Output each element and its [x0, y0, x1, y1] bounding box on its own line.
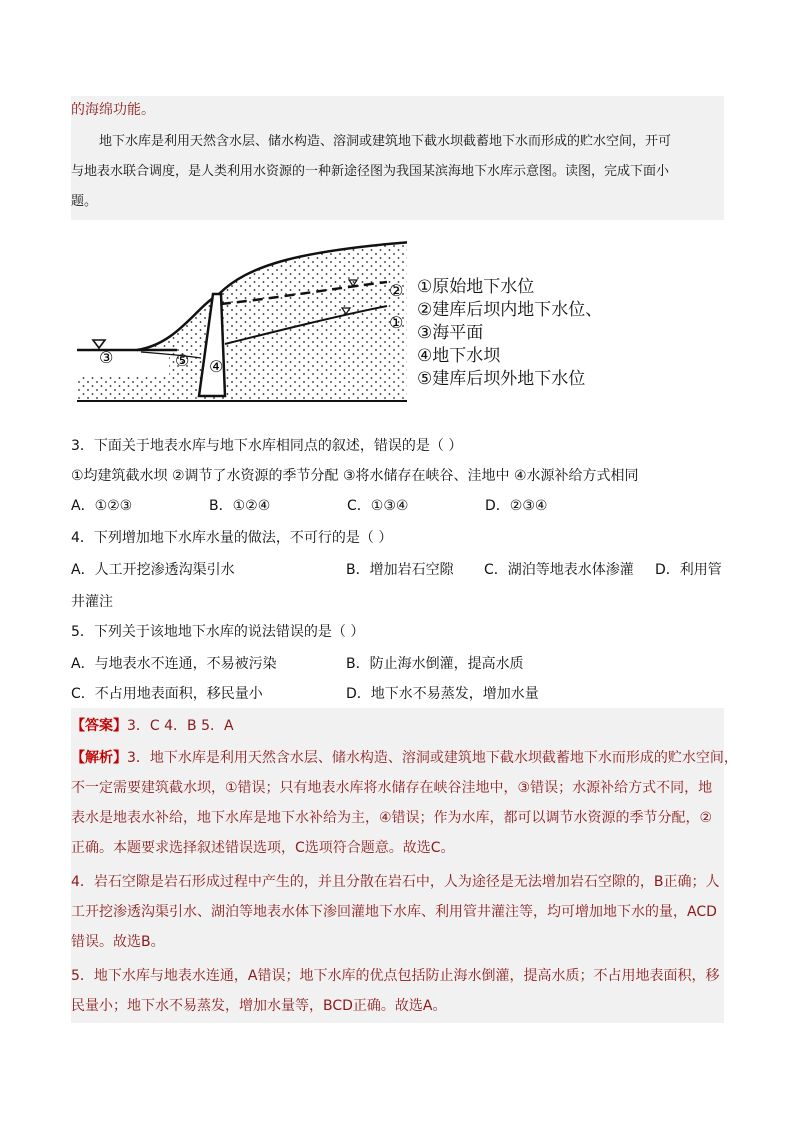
question-4-option-c: C．湖泊等地表水体渗灌	[484, 562, 634, 578]
analysis-line-1: 【解析】3．地下水库是利用天然含水层、储水构造、溶洞或建筑地下截水坝截蓄地下水而形成的贮水空间，	[71, 750, 738, 766]
water-level-triangle-icon	[93, 340, 105, 348]
question-4-stem: 4．下列增加地下水库水量的做法，不可行的是（ ）	[71, 530, 393, 546]
legend-item-2: ②建库后坝内地下水位、	[417, 300, 603, 320]
question-5-option-b: B．防止海水倒灌，提高水质	[346, 656, 524, 672]
question-3-statements: ①均建筑截水坝 ②调节了水资源的季节分配 ③将水储存在峡谷、洼地中 ④水源补给方式相同	[71, 468, 639, 484]
question-4-option-a: A．人工开挖渗透沟渠引水	[71, 562, 235, 578]
marker-3: ③	[99, 348, 114, 367]
question-3-option-d: D．②③④	[485, 498, 548, 514]
intro-line-1: 的海绵功能。	[71, 102, 155, 118]
intro-line-2: 地下水库是利用天然含水层、储水构造、溶洞或建筑地下截水坝截蓄地下水而形成的贮水空间，开可	[99, 134, 672, 149]
legend-item-1: ①原始地下水位	[417, 277, 535, 297]
legend-item-3: ③海平面	[417, 323, 484, 343]
intro-block	[71, 96, 724, 220]
question-3-option-a: A．①②③	[71, 498, 133, 514]
question-4-option-b: B．增加岩石空隙	[346, 562, 454, 578]
question-5-option-c: C．不占用地表面积，移民量小	[71, 686, 263, 702]
question-5-option-a: A．与地表水不连通，不易被污染	[71, 656, 277, 672]
legend-item-5: ⑤建库后坝外地下水位	[417, 369, 586, 389]
analysis-line-8: 5．地下水库与地表水连通，A错误；地下水库的优点包括防止海水倒灌，提高水质；不占用地表面积，移	[71, 968, 720, 984]
answer-label: 【答案】	[71, 718, 127, 734]
question-4-option-d-continuation: 井灌注	[71, 594, 113, 610]
marker-5: ⑤	[175, 351, 190, 370]
analysis-line-5: 4．岩石空隙是岩石形成过程中产生的，并且分散在岩石中，人为途径是无法增加岩石空隙的，B正确；人	[71, 874, 720, 890]
question-3-option-b: B．①②④	[209, 498, 271, 514]
question-5-stem: 5．下列关于该地地下水库的说法错误的是（ ）	[71, 624, 365, 640]
answer-text: 3．C 4．B 5．A	[127, 718, 234, 734]
analysis-line-6: 工开挖渗透沟渠引水、湖泊等地表水体下渗回灌地下水库、利用管井灌注等，均可增加地下水的量，ACD	[71, 904, 717, 920]
question-4-option-d: D．利用管	[655, 562, 722, 578]
answer-line	[71, 716, 234, 736]
question-3-option-c: C．①③④	[347, 498, 409, 514]
question-3-stem: 3．下面关于地表水库与地下水库相同点的叙述，错误的是（ ）	[71, 438, 463, 454]
question-5-option-d: D．地下水不易蒸发，增加水量	[346, 686, 539, 702]
marker-4: ④	[209, 357, 224, 376]
analysis-line-7: 错误。故选B。	[71, 934, 165, 950]
intro-line-4: 题。	[71, 194, 98, 209]
intro-line-3: 与地表水联合调度，是人类利用水资源的一种新途径图为我国某滨海地下水库示意图。读图，完成下面小	[71, 164, 670, 179]
marker-2: ②	[389, 281, 404, 300]
diagram-svg	[77, 236, 407, 408]
analysis-line-4: 正确。本题要求选择叙述错误选项，C选项符合题意。故选C。	[71, 840, 455, 856]
answer-analysis-block	[71, 708, 738, 1023]
marker-1: ①	[389, 313, 404, 332]
analysis-line-2: 不一定需要建筑截水坝，①错误；只有地表水库将水储存在峡谷洼地中，③错误；水源补给方式不同，地	[71, 780, 713, 796]
analysis-line-9: 民量小；地下水不易蒸发，增加水量等，BCD正确。故选A。	[71, 998, 447, 1014]
groundwater-reservoir-diagram	[77, 236, 637, 408]
land-body	[77, 242, 407, 401]
legend-item-4: ④地下水坝	[417, 346, 501, 366]
analysis-label: 【解析】	[71, 750, 127, 766]
analysis-line-3: 表水是地表水补给，地下水库是地下水补给为主，④错误；作为水库，都可以调节水资源的季节分配，②	[71, 810, 713, 826]
